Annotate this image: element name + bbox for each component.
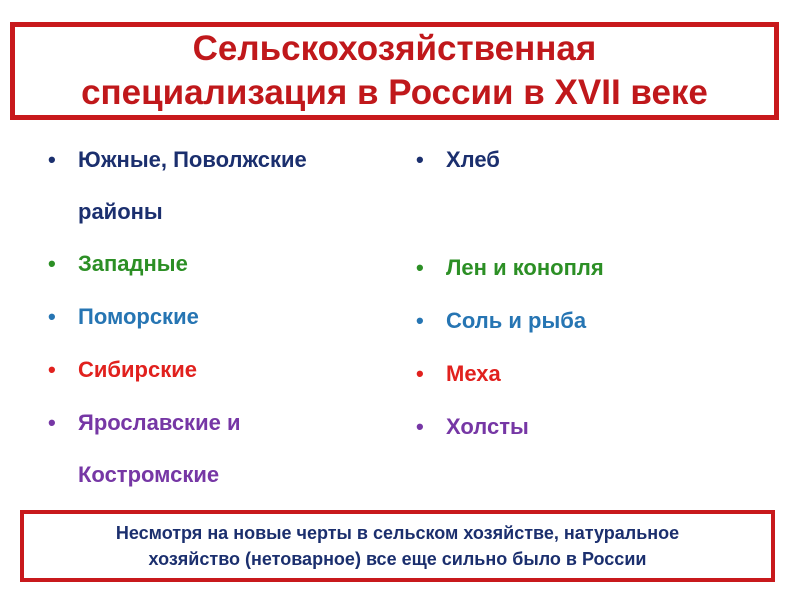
bullet-icon: • [48,147,56,172]
bullet-icon: • [416,308,424,333]
conclusion-note-line-2: хозяйство (нетоварное) все еще сильно было в России [148,549,647,569]
product-item-flax-hemp [416,242,604,294]
region-label [78,134,307,238]
product-item-linen-cloth [416,401,529,453]
conclusion-note-frame [20,510,775,582]
bullet-icon: • [416,255,424,280]
region-label-line: Ярославские и [78,410,241,435]
region-item-yaroslavl-kostroma [48,397,240,501]
region-label: Поморские [78,304,199,329]
product-label: Лен и конопля [446,255,604,280]
conclusion-note-line-1: Несмотря на новые черты в сельском хозяйстве, натуральное [115,523,680,543]
product-item-bread [416,134,500,186]
region-label: Западные [78,251,188,276]
bullet-icon: • [48,251,56,276]
region-item-south-volga [48,134,307,238]
bullet-icon: • [416,147,424,172]
product-label: Меха [446,361,501,386]
region-label-line: районы [78,199,163,224]
region-item-siberian [48,344,197,396]
product-item-furs [416,348,501,400]
bullet-icon: • [416,414,424,439]
slide-title-line-2: специализация в России в XVII веке [81,73,708,112]
region-item-western [48,238,188,290]
bullet-icon: • [48,304,56,329]
bullet-icon: • [48,357,56,382]
region-label-line: Южные, Поволжские [78,147,307,172]
product-label: Хлеб [446,147,500,172]
product-label: Холсты [446,414,529,439]
title-frame [10,22,779,120]
bullet-icon: • [48,410,56,435]
bullet-icon: • [416,361,424,386]
region-label [78,397,240,501]
product-item-salt-fish [416,295,586,347]
slide-title-line-1: Сельскохозяйственная [192,29,597,68]
region-label-line: Костромские [78,462,220,487]
region-item-pomorye [48,291,199,343]
product-label: Соль и рыба [446,308,587,333]
region-label: Сибирские [78,357,197,382]
